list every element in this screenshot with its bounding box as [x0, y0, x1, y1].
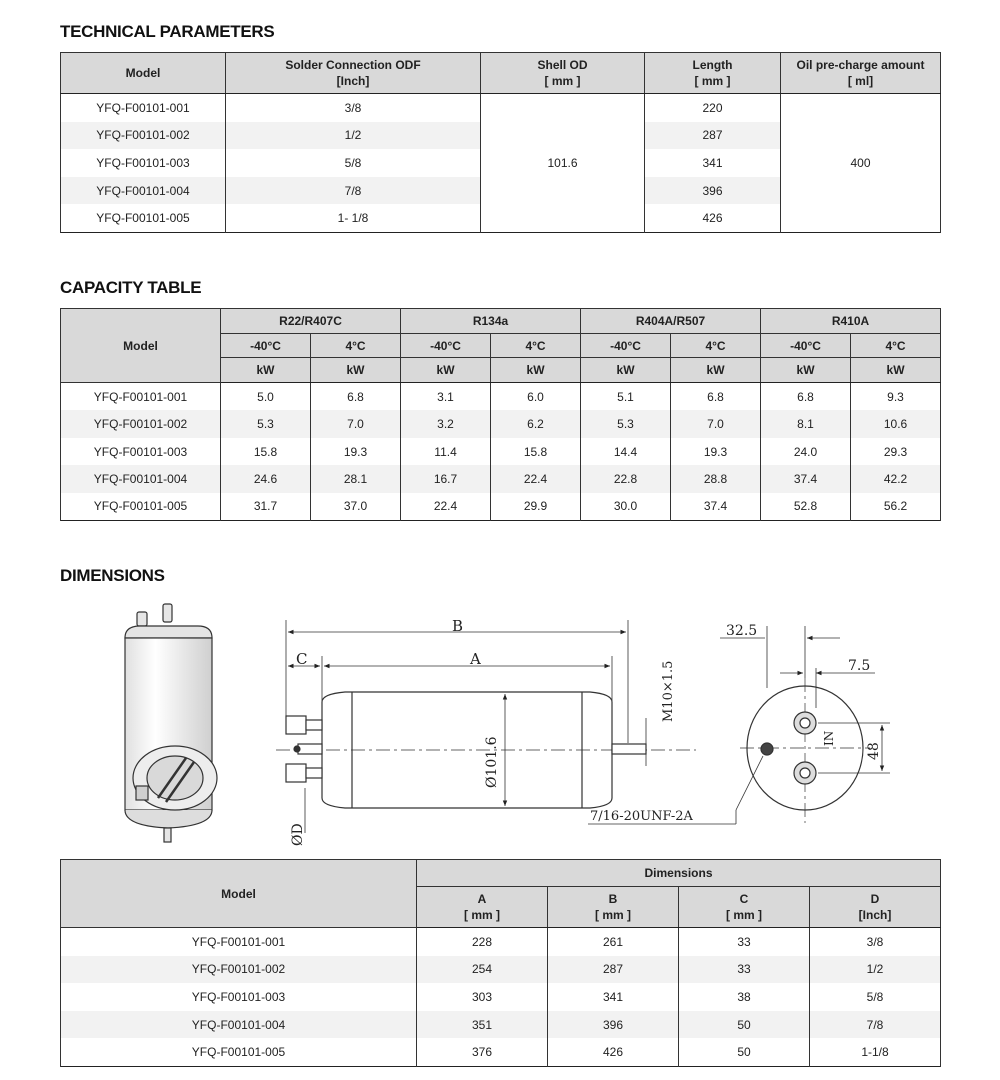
separator-side-view: [125, 604, 217, 842]
capacity-cell: 19.3: [671, 438, 761, 465]
header-refrigerant: R22/R407C: [221, 309, 401, 334]
header-temperature: -40°C: [761, 333, 851, 358]
capacity-cell: 15.8: [221, 438, 311, 465]
length-cell: 396: [645, 177, 781, 205]
header-temperature: 4°C: [851, 333, 941, 358]
label-a: A: [470, 650, 481, 668]
dimension-cell: 38: [679, 983, 810, 1011]
header-temperature: -40°C: [221, 333, 311, 358]
dimension-cell: 50: [679, 1038, 810, 1066]
length-cell: 341: [645, 149, 781, 177]
capacity-cell: 6.8: [671, 383, 761, 411]
label-unf-thread: 7/16-20UNF-2A: [590, 809, 693, 824]
header-unit: kW: [581, 358, 671, 383]
capacity-cell: 15.8: [491, 438, 581, 465]
solder-cell: 3/8: [226, 94, 481, 122]
header-oil-precharge: Oil pre-charge amount [ ml]: [781, 53, 941, 94]
length-cell: 287: [645, 122, 781, 150]
refrigerant-header-row: [61, 309, 941, 334]
capacity-table: [60, 308, 941, 521]
capacity-cell: 5.1: [581, 383, 671, 411]
capacity-cell: 8.1: [761, 410, 851, 437]
label-7-5: 7.5: [848, 658, 871, 674]
solder-cell: 1/2: [226, 122, 481, 150]
table-row: [61, 383, 941, 411]
header-temperature: 4°C: [491, 333, 581, 358]
capacity-cell: 37.4: [761, 465, 851, 492]
capacity-cell: 6.2: [491, 410, 581, 437]
capacity-cell: 3.1: [401, 383, 491, 411]
capacity-table-title: CAPACITY TABLE: [60, 278, 202, 297]
table-row: [61, 493, 941, 521]
header-temperature: 4°C: [671, 333, 761, 358]
header-unit: kW: [761, 358, 851, 383]
capacity-cell: 28.8: [671, 465, 761, 492]
dimension-cell: 341: [548, 983, 679, 1011]
dimension-drawing: [100, 598, 900, 853]
dimension-cell: 5/8: [810, 983, 941, 1011]
model-cell: YFQ-F00101-003: [61, 149, 226, 177]
capacity-cell: 56.2: [851, 493, 941, 521]
model-cell: YFQ-F00101-001: [61, 928, 417, 956]
model-cell: YFQ-F00101-005: [61, 204, 226, 232]
capacity-cell: 37.0: [311, 493, 401, 521]
shell-od-value: 101.6: [481, 94, 645, 233]
capacity-cell: 22.4: [401, 493, 491, 521]
capacity-cell: 3.2: [401, 410, 491, 437]
dimensions-title: DIMENSIONS: [60, 566, 165, 585]
model-cell: YFQ-F00101-005: [61, 1038, 417, 1066]
capacity-cell: 10.6: [851, 410, 941, 437]
capacity-cell: 22.8: [581, 465, 671, 492]
header-shell-od: Shell OD [ mm ]: [481, 53, 645, 94]
header-length: Length [ mm ]: [645, 53, 781, 94]
header-unit: kW: [851, 358, 941, 383]
model-cell: YFQ-F00101-001: [61, 383, 221, 411]
label-m10-thread: M10×1.5: [661, 660, 676, 722]
capacity-cell: 24.6: [221, 465, 311, 492]
table-row: [61, 928, 941, 956]
table-row: [61, 1011, 941, 1039]
dimension-cell: 351: [417, 1011, 548, 1039]
header-solder-connection: Solder Connection ODF [Inch]: [226, 53, 481, 94]
header-unit: kW: [401, 358, 491, 383]
dimension-cell: 254: [417, 956, 548, 984]
table-row: [61, 956, 941, 984]
header-unit: kW: [671, 358, 761, 383]
capacity-cell: 42.2: [851, 465, 941, 492]
capacity-cell: 11.4: [401, 438, 491, 465]
label-shell-diameter: Ø101.6: [484, 736, 500, 788]
dimension-cell: 33: [679, 928, 810, 956]
capacity-cell: 31.7: [221, 493, 311, 521]
dimension-cell: 376: [417, 1038, 548, 1066]
length-cell: 220: [645, 94, 781, 122]
capacity-cell: 14.4: [581, 438, 671, 465]
model-cell: YFQ-F00101-002: [61, 122, 226, 150]
dimension-cell: 426: [548, 1038, 679, 1066]
dimension-cell: 228: [417, 928, 548, 956]
label-d: ØD: [290, 823, 306, 846]
capacity-cell: 19.3: [311, 438, 401, 465]
capacity-cell: 29.9: [491, 493, 581, 521]
dimension-cell: 261: [548, 928, 679, 956]
header-model: Model: [61, 53, 226, 94]
model-cell: YFQ-F00101-005: [61, 493, 221, 521]
dimension-cell: 33: [679, 956, 810, 984]
capacity-cell: 37.4: [671, 493, 761, 521]
separator-length-view: [276, 620, 696, 833]
capacity-cell: 5.3: [221, 410, 311, 437]
capacity-cell: 6.8: [761, 383, 851, 411]
table-row: [61, 983, 941, 1011]
dimension-cell: 287: [548, 956, 679, 984]
model-cell: YFQ-F00101-003: [61, 983, 417, 1011]
dimension-cell: 1/2: [810, 956, 941, 984]
capacity-cell: 7.0: [311, 410, 401, 437]
dimension-cell: 396: [548, 1011, 679, 1039]
header-temperature: -40°C: [581, 333, 671, 358]
table-row: [61, 465, 941, 492]
header-temperature: 4°C: [311, 333, 401, 358]
header-temperature: -40°C: [401, 333, 491, 358]
dimension-cell: 7/8: [810, 1011, 941, 1039]
technical-parameters-table: [60, 52, 941, 233]
header-unit: kW: [311, 358, 401, 383]
dimension-cell: 1-1/8: [810, 1038, 941, 1066]
model-cell: YFQ-F00101-004: [61, 465, 221, 492]
capacity-cell: 24.0: [761, 438, 851, 465]
label-48: 48: [866, 742, 882, 760]
capacity-cell: 16.7: [401, 465, 491, 492]
model-cell: YFQ-F00101-003: [61, 438, 221, 465]
table-row: [61, 1038, 941, 1066]
header-dim-b: B [ mm ]: [548, 887, 679, 928]
label-c: C: [296, 650, 308, 668]
solder-cell: 5/8: [226, 149, 481, 177]
label-b: B: [452, 617, 464, 635]
capacity-cell: 6.8: [311, 383, 401, 411]
dimension-cell: 50: [679, 1011, 810, 1039]
capacity-cell: 5.0: [221, 383, 311, 411]
capacity-cell: 52.8: [761, 493, 851, 521]
capacity-cell: 29.3: [851, 438, 941, 465]
table-row: [61, 438, 941, 465]
dimensions-table: [60, 859, 941, 1067]
capacity-cell: 6.0: [491, 383, 581, 411]
header-refrigerant: R410A: [761, 309, 941, 334]
capacity-cell: 30.0: [581, 493, 671, 521]
table-row: [61, 410, 941, 437]
capacity-cell: 22.4: [491, 465, 581, 492]
model-cell: YFQ-F00101-002: [61, 956, 417, 984]
solder-cell: 1- 1/8: [226, 204, 481, 232]
header-dimensions-group: Dimensions: [417, 860, 941, 887]
separator-end-view: [588, 626, 890, 824]
label-32-5: 32.5: [726, 623, 758, 639]
header-refrigerant: R134a: [401, 309, 581, 334]
solder-cell: 7/8: [226, 177, 481, 205]
header-unit: kW: [491, 358, 581, 383]
model-cell: YFQ-F00101-004: [61, 1011, 417, 1039]
capacity-cell: 5.3: [581, 410, 671, 437]
capacity-cell: 7.0: [671, 410, 761, 437]
capacity-cell: 9.3: [851, 383, 941, 411]
header-model: Model: [61, 309, 221, 383]
technical-parameters-title: TECHNICAL PARAMETERS: [60, 22, 275, 41]
header-refrigerant: R404A/R507: [581, 309, 761, 334]
dimension-cell: 3/8: [810, 928, 941, 956]
length-cell: 426: [645, 204, 781, 232]
table-row: [61, 94, 941, 122]
table-header-row: [61, 53, 941, 94]
capacity-cell: 28.1: [311, 465, 401, 492]
header-dim-a: A [ mm ]: [417, 887, 548, 928]
dimensions-group-row: [61, 860, 941, 887]
model-cell: YFQ-F00101-004: [61, 177, 226, 205]
label-in: IN: [822, 730, 836, 746]
header-unit: kW: [221, 358, 311, 383]
header-dim-c: C [ mm ]: [679, 887, 810, 928]
model-cell: YFQ-F00101-002: [61, 410, 221, 437]
header-dim-d: D [Inch]: [810, 887, 941, 928]
header-model: Model: [61, 860, 417, 928]
dimension-cell: 303: [417, 983, 548, 1011]
oil-amount-value: 400: [781, 94, 941, 233]
model-cell: YFQ-F00101-001: [61, 94, 226, 122]
